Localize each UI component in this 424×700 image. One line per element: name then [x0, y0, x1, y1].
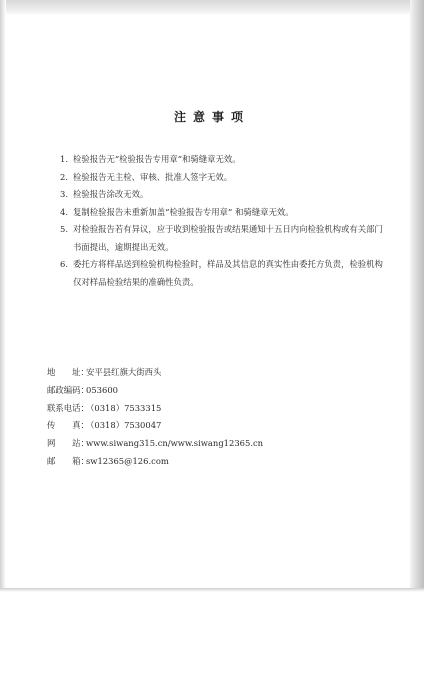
note-item	[60, 151, 390, 168]
note-item	[60, 221, 390, 256]
note-item	[60, 169, 390, 186]
contact-value: www.siwang315.cn/www.siwang12365.cn	[86, 438, 264, 449]
contact-label: 地 址：	[47, 367, 89, 377]
note-text: 复制检验报告未重新加盖“检验报告专用章” 和骑缝章无效。	[73, 206, 294, 217]
contact-value: 053600	[86, 384, 118, 395]
contact-address-row	[47, 364, 377, 382]
contact-label: 网 站：	[47, 438, 89, 449]
contact-value: 安平县红旗大街西头	[86, 367, 162, 377]
contact-label: 传 真：	[47, 420, 89, 431]
contact-value: （0318）7533315	[86, 402, 162, 413]
note-item	[60, 204, 390, 221]
contact-value: sw12365@126.com	[86, 455, 169, 466]
scan-edge-left	[0, 0, 6, 590]
note-number: 6.	[60, 259, 68, 270]
note-number: 1.	[60, 154, 68, 164]
note-number: 3.	[60, 189, 68, 200]
contact-value: （0318）7530047	[86, 420, 162, 431]
contact-email-row	[47, 453, 377, 471]
scan-edge-top	[0, 0, 424, 14]
note-text: 检验报告无主检、审核、批准人签字无效。	[73, 171, 233, 182]
contact-website-row	[47, 435, 377, 453]
note-number: 5.	[60, 224, 68, 235]
note-text: 对检验报告若有异议，应于收到检验报告或结果通知十五日内向检验机构或有关部门书面提出，逾期提出无效。	[73, 224, 383, 252]
notes-list	[60, 151, 390, 291]
contact-info	[47, 364, 377, 471]
contact-phone-row	[47, 400, 377, 418]
scan-edge-right	[410, 0, 424, 590]
page-title: 注意事项	[173, 110, 250, 124]
contact-label: 邮政编码：	[47, 384, 89, 395]
scan-edge-bottom	[0, 588, 424, 592]
note-number: 2.	[60, 171, 68, 182]
note-text: 检验报告涂改无效。	[73, 189, 149, 200]
note-item	[60, 256, 390, 291]
note-text: 检验报告无“检验报告专用章”和骑缝章无效。	[73, 154, 241, 164]
contact-postcode-row	[47, 382, 377, 400]
contact-label: 联系电话：	[47, 402, 89, 413]
contact-label: 邮 箱：	[47, 455, 89, 466]
note-text: 委托方将样品送到检验机构检验时，样品及其信息的真实性由委托方负责，检验机构仅对样品检验结果的准确性负责。	[73, 259, 383, 287]
contact-fax-row	[47, 417, 377, 435]
note-item	[60, 186, 390, 203]
note-number: 4.	[60, 206, 68, 217]
